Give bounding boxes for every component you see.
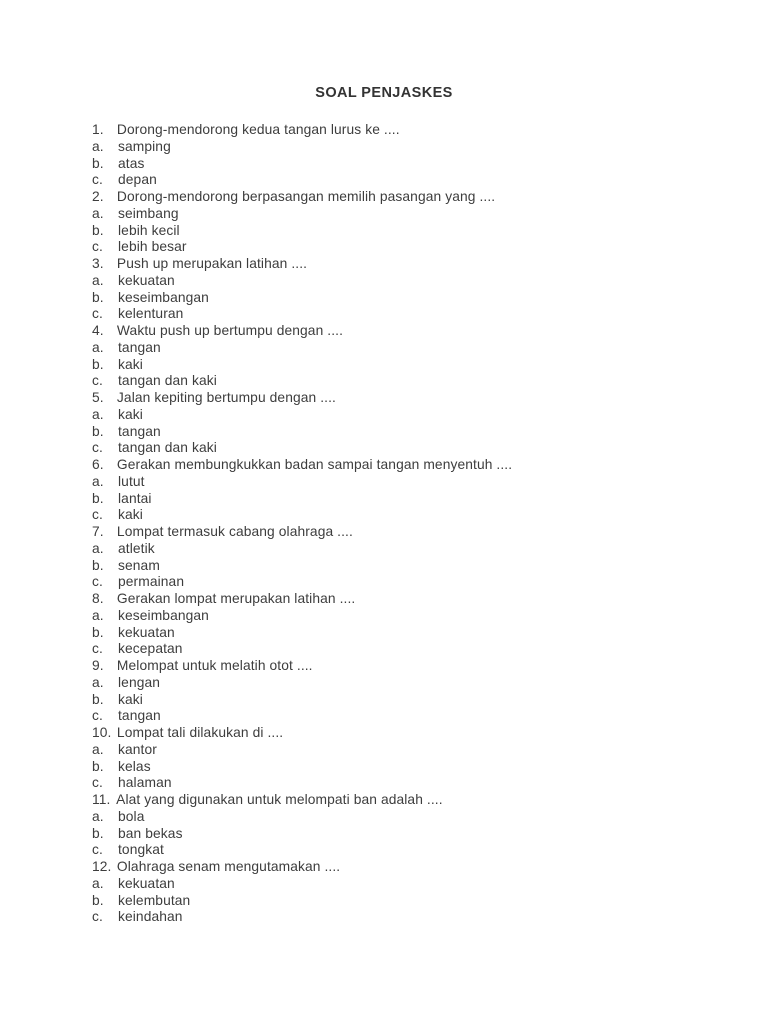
option-text: lantai [118, 490, 152, 506]
question-text: Waktu push up bertumpu dengan .... [113, 323, 344, 338]
question-line [92, 792, 748, 809]
question-line [92, 323, 748, 340]
option-line [92, 759, 748, 776]
option-letter: a. [92, 674, 104, 690]
option-letter: b. [92, 222, 104, 238]
option-letter: a. [92, 205, 104, 221]
question-line [92, 256, 748, 273]
question-text: Melompat untuk melatih otot .... [113, 658, 313, 673]
question-number: 11. [92, 792, 111, 807]
option-line [92, 558, 748, 575]
option-text: keseimbangan [118, 607, 209, 623]
question-block [92, 323, 748, 390]
option-text: kekuatan [118, 875, 175, 891]
question-text: Dorong-mendorong berpasangan memilih pasangan yang .... [113, 189, 496, 204]
option-line [92, 826, 748, 843]
option-letter: b. [92, 490, 104, 506]
option-line [92, 424, 748, 441]
option-text: kelas [118, 758, 151, 774]
option-letter: c. [92, 440, 103, 456]
option-line [92, 491, 748, 508]
question-line [92, 390, 748, 407]
option-letter: b. [92, 356, 104, 372]
option-line [92, 742, 748, 759]
option-text: lengan [118, 674, 161, 690]
option-text: tangan dan kaki [118, 440, 217, 456]
option-letter: c. [92, 909, 103, 925]
question-text: Lompat termasuk cabang olahraga .... [113, 524, 353, 539]
option-line [92, 809, 748, 826]
option-letter: a. [92, 339, 104, 355]
option-text: bola [118, 808, 145, 824]
question-line [92, 457, 748, 474]
option-line [92, 625, 748, 642]
question-line [92, 189, 748, 206]
option-letter: c. [92, 172, 103, 188]
option-letter: b. [92, 155, 104, 171]
question-line [92, 591, 748, 608]
option-text: lutut [118, 473, 145, 489]
question-number: 5. [92, 390, 104, 405]
option-line [92, 340, 748, 357]
option-letter: a. [92, 875, 104, 891]
question-block [92, 658, 748, 725]
option-text: ban bekas [118, 825, 183, 841]
question-text: Dorong-mendorong kedua tangan lurus ke .... [113, 122, 400, 137]
option-text: lebih besar [118, 239, 187, 255]
option-line [92, 675, 748, 692]
option-line [92, 608, 748, 625]
question-line [92, 725, 748, 742]
option-text: tangan [118, 339, 161, 355]
option-letter: a. [92, 138, 104, 154]
option-letter: a. [92, 607, 104, 623]
option-letter: a. [92, 540, 104, 556]
question-number: 10. [92, 725, 112, 740]
option-text: kekuatan [118, 624, 175, 640]
question-block [92, 591, 748, 658]
option-line [92, 574, 748, 591]
option-letter: c. [92, 842, 103, 858]
option-line [92, 357, 748, 374]
option-letter: c. [92, 306, 103, 322]
option-text: depan [118, 172, 157, 188]
option-letter: c. [92, 775, 103, 791]
option-line [92, 708, 748, 725]
option-letter: b. [92, 691, 104, 707]
option-line [92, 641, 748, 658]
option-letter: c. [92, 574, 103, 590]
question-block [92, 725, 748, 792]
page-title: SOAL PENJASKES [315, 85, 453, 101]
option-line [92, 775, 748, 792]
option-letter: a. [92, 473, 104, 489]
option-line [92, 172, 748, 189]
question-number: 1. [92, 122, 104, 137]
option-text: senam [118, 557, 160, 573]
option-line [92, 306, 748, 323]
option-text: kaki [118, 507, 143, 523]
option-letter: a. [92, 808, 104, 824]
question-text: Lompat tali dilakukan di .... [113, 725, 284, 740]
option-text: permainan [118, 574, 185, 590]
question-number: 4. [92, 323, 104, 338]
option-line [92, 842, 748, 859]
question-line [92, 859, 748, 876]
question-text: Gerakan membungkukkan badan sampai tangan menyentuh .... [113, 457, 513, 472]
option-letter: c. [92, 708, 103, 724]
option-text: kaki [118, 356, 143, 372]
option-line [92, 440, 748, 457]
question-number: 12. [92, 859, 112, 874]
option-text: tangan [118, 423, 161, 439]
option-letter: b. [92, 758, 104, 774]
option-text: keseimbangan [118, 289, 209, 305]
option-line [92, 507, 748, 524]
option-line [92, 876, 748, 893]
question-list [92, 122, 748, 926]
option-letter: b. [92, 624, 104, 640]
option-text: tangan [118, 708, 161, 724]
question-number: 9. [92, 658, 104, 673]
question-text: Push up merupakan latihan .... [113, 256, 308, 271]
question-block [92, 792, 748, 859]
question-number: 3. [92, 256, 104, 271]
option-letter: b. [92, 892, 104, 908]
option-letter: b. [92, 557, 104, 573]
option-letter: c. [92, 507, 103, 523]
question-block [92, 859, 748, 926]
option-line [92, 290, 748, 307]
option-text: seimbang [118, 205, 179, 221]
question-text: Alat yang digunakan untuk melompati ban adalah .... [113, 792, 443, 807]
question-text: Gerakan lompat merupakan latihan .... [113, 591, 356, 606]
option-line [92, 273, 748, 290]
option-text: kaki [118, 691, 143, 707]
option-line [92, 206, 748, 223]
option-letter: a. [92, 272, 104, 288]
option-text: atas [118, 155, 145, 171]
option-line [92, 692, 748, 709]
question-number: 6. [92, 457, 104, 472]
option-text: tangan dan kaki [118, 373, 217, 389]
option-letter: c. [92, 239, 103, 255]
question-line [92, 122, 748, 139]
option-line [92, 474, 748, 491]
question-block [92, 122, 748, 189]
option-letter: b. [92, 289, 104, 305]
option-line [92, 541, 748, 558]
option-line [92, 407, 748, 424]
option-line [92, 156, 748, 173]
option-text: kantor [118, 741, 157, 757]
option-line [92, 139, 748, 156]
question-block [92, 524, 748, 591]
option-text: kelenturan [118, 306, 184, 322]
option-line [92, 239, 748, 256]
question-number: 7. [92, 524, 104, 539]
option-text: lebih kecil [118, 222, 180, 238]
option-text: kecepatan [118, 641, 183, 657]
question-line [92, 658, 748, 675]
option-line [92, 373, 748, 390]
option-text: samping [118, 138, 171, 154]
question-block [92, 256, 748, 323]
question-text: Jalan kepiting bertumpu dengan .... [113, 390, 336, 405]
option-text: kelembutan [118, 892, 191, 908]
option-text: kekuatan [118, 272, 175, 288]
option-text: atletik [118, 540, 155, 556]
option-letter: c. [92, 641, 103, 657]
option-line [92, 893, 748, 910]
question-block [92, 457, 748, 524]
option-letter: b. [92, 423, 104, 439]
question-number: 2. [92, 189, 104, 204]
option-letter: c. [92, 373, 103, 389]
question-text: Olahraga senam mengutamakan .... [113, 859, 341, 874]
option-line [92, 909, 748, 926]
option-letter: a. [92, 741, 104, 757]
question-number: 8. [92, 591, 104, 606]
question-line [92, 524, 748, 541]
option-text: tongkat [118, 842, 164, 858]
option-letter: b. [92, 825, 104, 841]
question-block [92, 390, 748, 457]
option-letter: a. [92, 406, 104, 422]
option-text: keindahan [118, 909, 183, 925]
question-block [92, 189, 748, 256]
option-text: halaman [118, 775, 172, 791]
option-line [92, 223, 748, 240]
option-text: kaki [118, 406, 143, 422]
